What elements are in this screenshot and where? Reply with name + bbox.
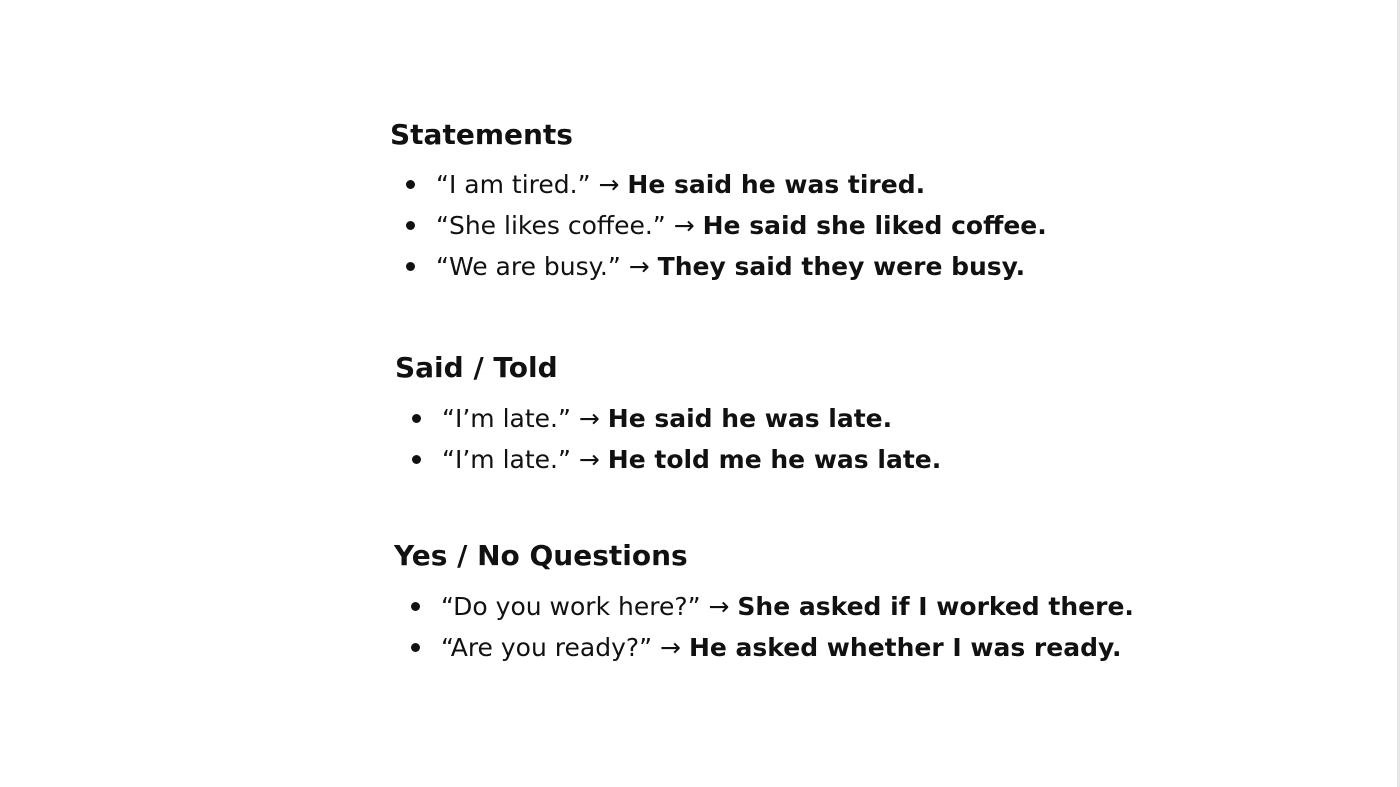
arrow-icon: → bbox=[578, 404, 600, 433]
yes-no-questions-list bbox=[411, 586, 1134, 668]
section-title-yes-no-questions: Yes / No Questions bbox=[394, 539, 688, 572]
section-title-statements: Statements bbox=[390, 118, 573, 151]
section-said-told bbox=[395, 351, 942, 480]
list-item bbox=[411, 586, 1134, 627]
arrow-icon: → bbox=[578, 445, 600, 474]
reported-speech: They said they were busy. bbox=[657, 252, 1026, 281]
reported-speech: He asked whether I was ready. bbox=[688, 633, 1122, 662]
direct-quote: “I am tired.” bbox=[436, 170, 591, 199]
direct-quote: “I’m late.” bbox=[442, 445, 571, 474]
bullet-icon bbox=[406, 262, 415, 271]
list-item bbox=[411, 627, 1122, 668]
bullet-icon bbox=[406, 180, 415, 189]
arrow-icon: → bbox=[628, 252, 650, 281]
direct-quote: “We are busy.” bbox=[436, 252, 621, 281]
direct-quote: “Do you work here?” bbox=[441, 592, 701, 621]
bullet-icon bbox=[406, 221, 415, 230]
direct-quote: “I’m late.” bbox=[442, 404, 571, 433]
arrow-icon: → bbox=[708, 592, 730, 621]
list-item bbox=[406, 205, 1047, 246]
arrow-icon: → bbox=[673, 211, 695, 240]
example-line bbox=[442, 439, 941, 480]
list-item bbox=[406, 164, 926, 205]
arrow-icon: → bbox=[660, 633, 681, 662]
statements-list bbox=[406, 164, 1047, 287]
reported-speech: He told me he was late. bbox=[607, 445, 942, 474]
list-item bbox=[406, 246, 1026, 287]
reported-speech: She asked if I worked there. bbox=[737, 592, 1134, 621]
reported-speech: He said he was tired. bbox=[627, 170, 926, 199]
example-line bbox=[441, 627, 1122, 668]
example-line bbox=[436, 164, 925, 205]
section-yes-no-questions bbox=[394, 539, 1134, 668]
example-line bbox=[436, 246, 1025, 287]
example-line bbox=[441, 586, 1134, 627]
list-item bbox=[412, 398, 893, 439]
bullet-icon bbox=[412, 455, 421, 464]
direct-quote: “Are you ready?” bbox=[441, 633, 653, 662]
list-item bbox=[412, 439, 942, 480]
reported-speech: He said he was late. bbox=[607, 404, 893, 433]
bullet-icon bbox=[411, 602, 420, 611]
bullet-icon bbox=[411, 643, 420, 652]
example-line bbox=[436, 205, 1047, 246]
arrow-icon: → bbox=[598, 170, 620, 199]
section-title-said-told: Said / Told bbox=[395, 351, 558, 384]
direct-quote: “She likes coffee.” bbox=[436, 211, 666, 240]
said-told-list bbox=[412, 398, 942, 480]
example-line bbox=[442, 398, 892, 439]
bullet-icon bbox=[412, 414, 421, 423]
section-statements bbox=[390, 118, 1047, 287]
reported-speech: He said she liked coffee. bbox=[702, 211, 1047, 240]
